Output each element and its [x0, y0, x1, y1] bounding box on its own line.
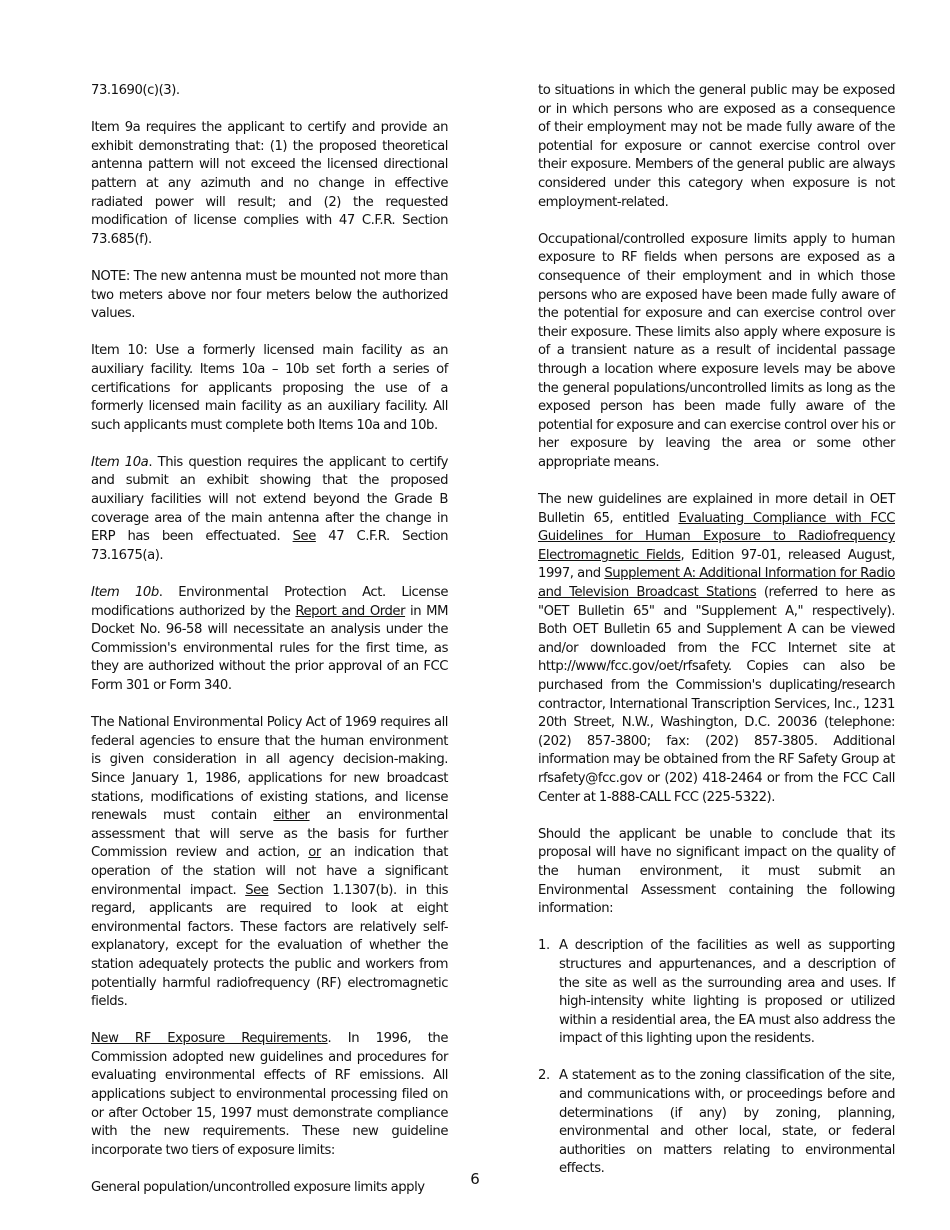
paragraph-item-10b: [91, 584, 448, 696]
oet-text-a: The new guidelines are explained in more detail in OET Bulletin 65, entitled: [538, 492, 895, 526]
paragraph-note: NOTE: The new antenna must be mounted not more than two meters above nor four meters below the authorized values.: [91, 268, 448, 322]
list-item-text: A description of the facilities as well as supporting structures and appurtenances, and a description of the site as well as the surrounding area and uses. If high-intensity white lighting is proposed or utilized within a residential area, the EA must also address the impact of this lighting upon the residents.: [559, 938, 895, 1047]
report-and-order-title: Report and Order: [295, 603, 406, 619]
item-10a-label: Item 10a: [91, 454, 149, 470]
see-reference: See: [292, 529, 316, 545]
item-10b-text-b: in MM Docket No. 96-58 will necessitate an analysis under the Commission's environmental rules for the first time, as they are authorized without the prior approval of an FCC Form 301 or Form 340.: [91, 603, 448, 693]
item-10b-text-a: . Environmental Protection Act. License modifications authorized by the: [91, 585, 449, 619]
oet-text-b: , Edition 97-01, released August, 1997, and: [538, 547, 895, 582]
paragraph-section-ref: 73.1690(c)(3).: [91, 83, 180, 98]
list-item: [538, 937, 895, 1049]
paragraph-oet-bulletin: [538, 491, 895, 807]
paragraph-item-9a: Item 9a requires the applicant to certify and provide an exhibit demonstrating that: (1) the proposed theoretical antenna pattern will not exceed the licensed directional pattern at any azimuth and no change in effective radiated power will result; and (2) the requested modification of license complies with 47 C.F.R. Section 73.685(f).: [91, 120, 448, 247]
list-item-text: A statement as to the zoning classification of the site, and communications with, or proceedings before and determinations (if any) by zoning, planning, environmental and other local, state, or federal authorities on matters relating to environmental effects.: [559, 1068, 895, 1177]
paragraph-nepa: [91, 714, 448, 1012]
requirements-list: [538, 937, 895, 1179]
nepa-text-d: Section 1.1307(b). in this regard, applicants are required to look at eight environmental factors. These factors are relatively self-explanatory, except for the evaluation of whether the station adequately protects the public and workers from potentially harmful radiofrequency (RF) electromagnetic fields.: [91, 882, 448, 1010]
paragraph-environmental-assessment: Should the applicant be unable to conclude that its proposal will have no significant impact on the quality of the human environment, it must submit an Environmental Assessment containing the following information:: [538, 826, 895, 917]
oet-bulletin-title: Evaluating Compliance with FCC Guidelines for Human Exposure to Radiofrequency Electromagnetic Fields: [538, 510, 895, 563]
paragraph-occupational-limits: Occupational/controlled exposure limits apply to human exposure to RF fields when persons are exposed as a consequence of their employment and in which those persons who are exposed have been made fully aware of the potential for exposure and can exercise control over their exposure. These limits also apply where exposure is of a transient nature as a result of incidental passage through a location where exposure levels may be above the general populations/uncontrolled limits as long as the exposed person has been made fully aware of the potential for exposure and can exercise control over his or her exposure by leaving the area or some other appropriate means.: [538, 231, 895, 470]
paragraph-item-10: Item 10: Use a formerly licensed main facility as an auxiliary facility. Items 10a – 10b set forth a series of certifications for applicants proposing the use of a formerly licensed main facility as an auxiliary facility. All such applicants must complete both Items 10a and 10b.: [91, 343, 448, 433]
nepa-see: See: [245, 882, 269, 898]
oet-text-c: (referred to here as "OET Bulletin 65" and "Supplement A," respectively). Both OET Bulletin 65 and Supplement A can be viewed and/or downloaded from the FCC Internet site at http://www/fcc.gov/oet/rfsafety. Copies can also be purchased from the Commission's duplicating/research contractor, International Transcription Services, Inc., 1231 20th Street, N.W., Washington, D.C. 20036 (telephone: (202) 857-3800; fax: (202) 857-3805. Additional information may be obtained from the RF Safety Group at rfsafety@fcc.gov or (202) 418-2464 or from the FCC Call Center at 1-888-CALL FCC (225-5322).: [538, 585, 895, 805]
item-10a-citation: 47 C.F.R. Section 73.1675(a).: [91, 529, 448, 563]
paragraph-item-10a: [91, 454, 448, 566]
nepa-text-a: The National Environmental Policy Act of 1969 requires all federal agencies to ensure that the human environment is given consideration in all agency decision-making. Since January 1, 1986, applications for new broadcast stations, modifications of existing stations, and license renewals must contain: [91, 715, 448, 824]
nepa-either: either: [273, 808, 310, 824]
right-column: [538, 82, 895, 1179]
item-10b-label: Item 10b: [91, 585, 159, 601]
list-item-number: 1.: [538, 938, 550, 954]
paragraph-general-population-cont: to situations in which the general public may be exposed or in which persons who are exposed as a consequence of their employment may not be made fully aware of the potential for exposure or cannot exercise control over their exposure. Members of the general public are always considered under this category when exposure is not employment-related.: [538, 83, 895, 210]
paragraph-general-population-start: General population/uncontrolled exposure limits apply: [91, 1180, 425, 1196]
nepa-text-b: an environmental assessment that will serve as the basis for further Commission review and action,: [91, 808, 448, 861]
rf-exposure-heading: New RF Exposure Requirements: [91, 1031, 328, 1047]
item-10a-text: . This question requires the applicant to certify and submit an exhibit showing that the proposed auxiliary facilities will not extend beyond the Grade B coverage area of the main antenna after the change in ERP has been effectuated.: [91, 454, 448, 545]
page-number: 6: [470, 1170, 480, 1188]
list-item-number: 2.: [538, 1068, 550, 1084]
paragraph-rf-exposure: [91, 1030, 448, 1160]
list-item: [538, 1067, 895, 1179]
rf-exposure-text: . In 1996, the Commission adopted new guidelines and procedures for evaluating environmental effects of RF emissions. All applications subject to environmental processing filed on or after October 15, 1997 must demonstrate compliance with the new requirements. These new guideline incorporate two tiers of exposure limits:: [91, 1031, 448, 1158]
nepa-or: or: [308, 845, 321, 861]
supplement-a-title: Supplement A: Additional Information for Radio and Television Broadcast Stations: [538, 566, 895, 601]
left-column: [91, 82, 448, 1198]
nepa-text-c: an indication that operation of the station will not have a significant environmental impact.: [91, 845, 448, 898]
